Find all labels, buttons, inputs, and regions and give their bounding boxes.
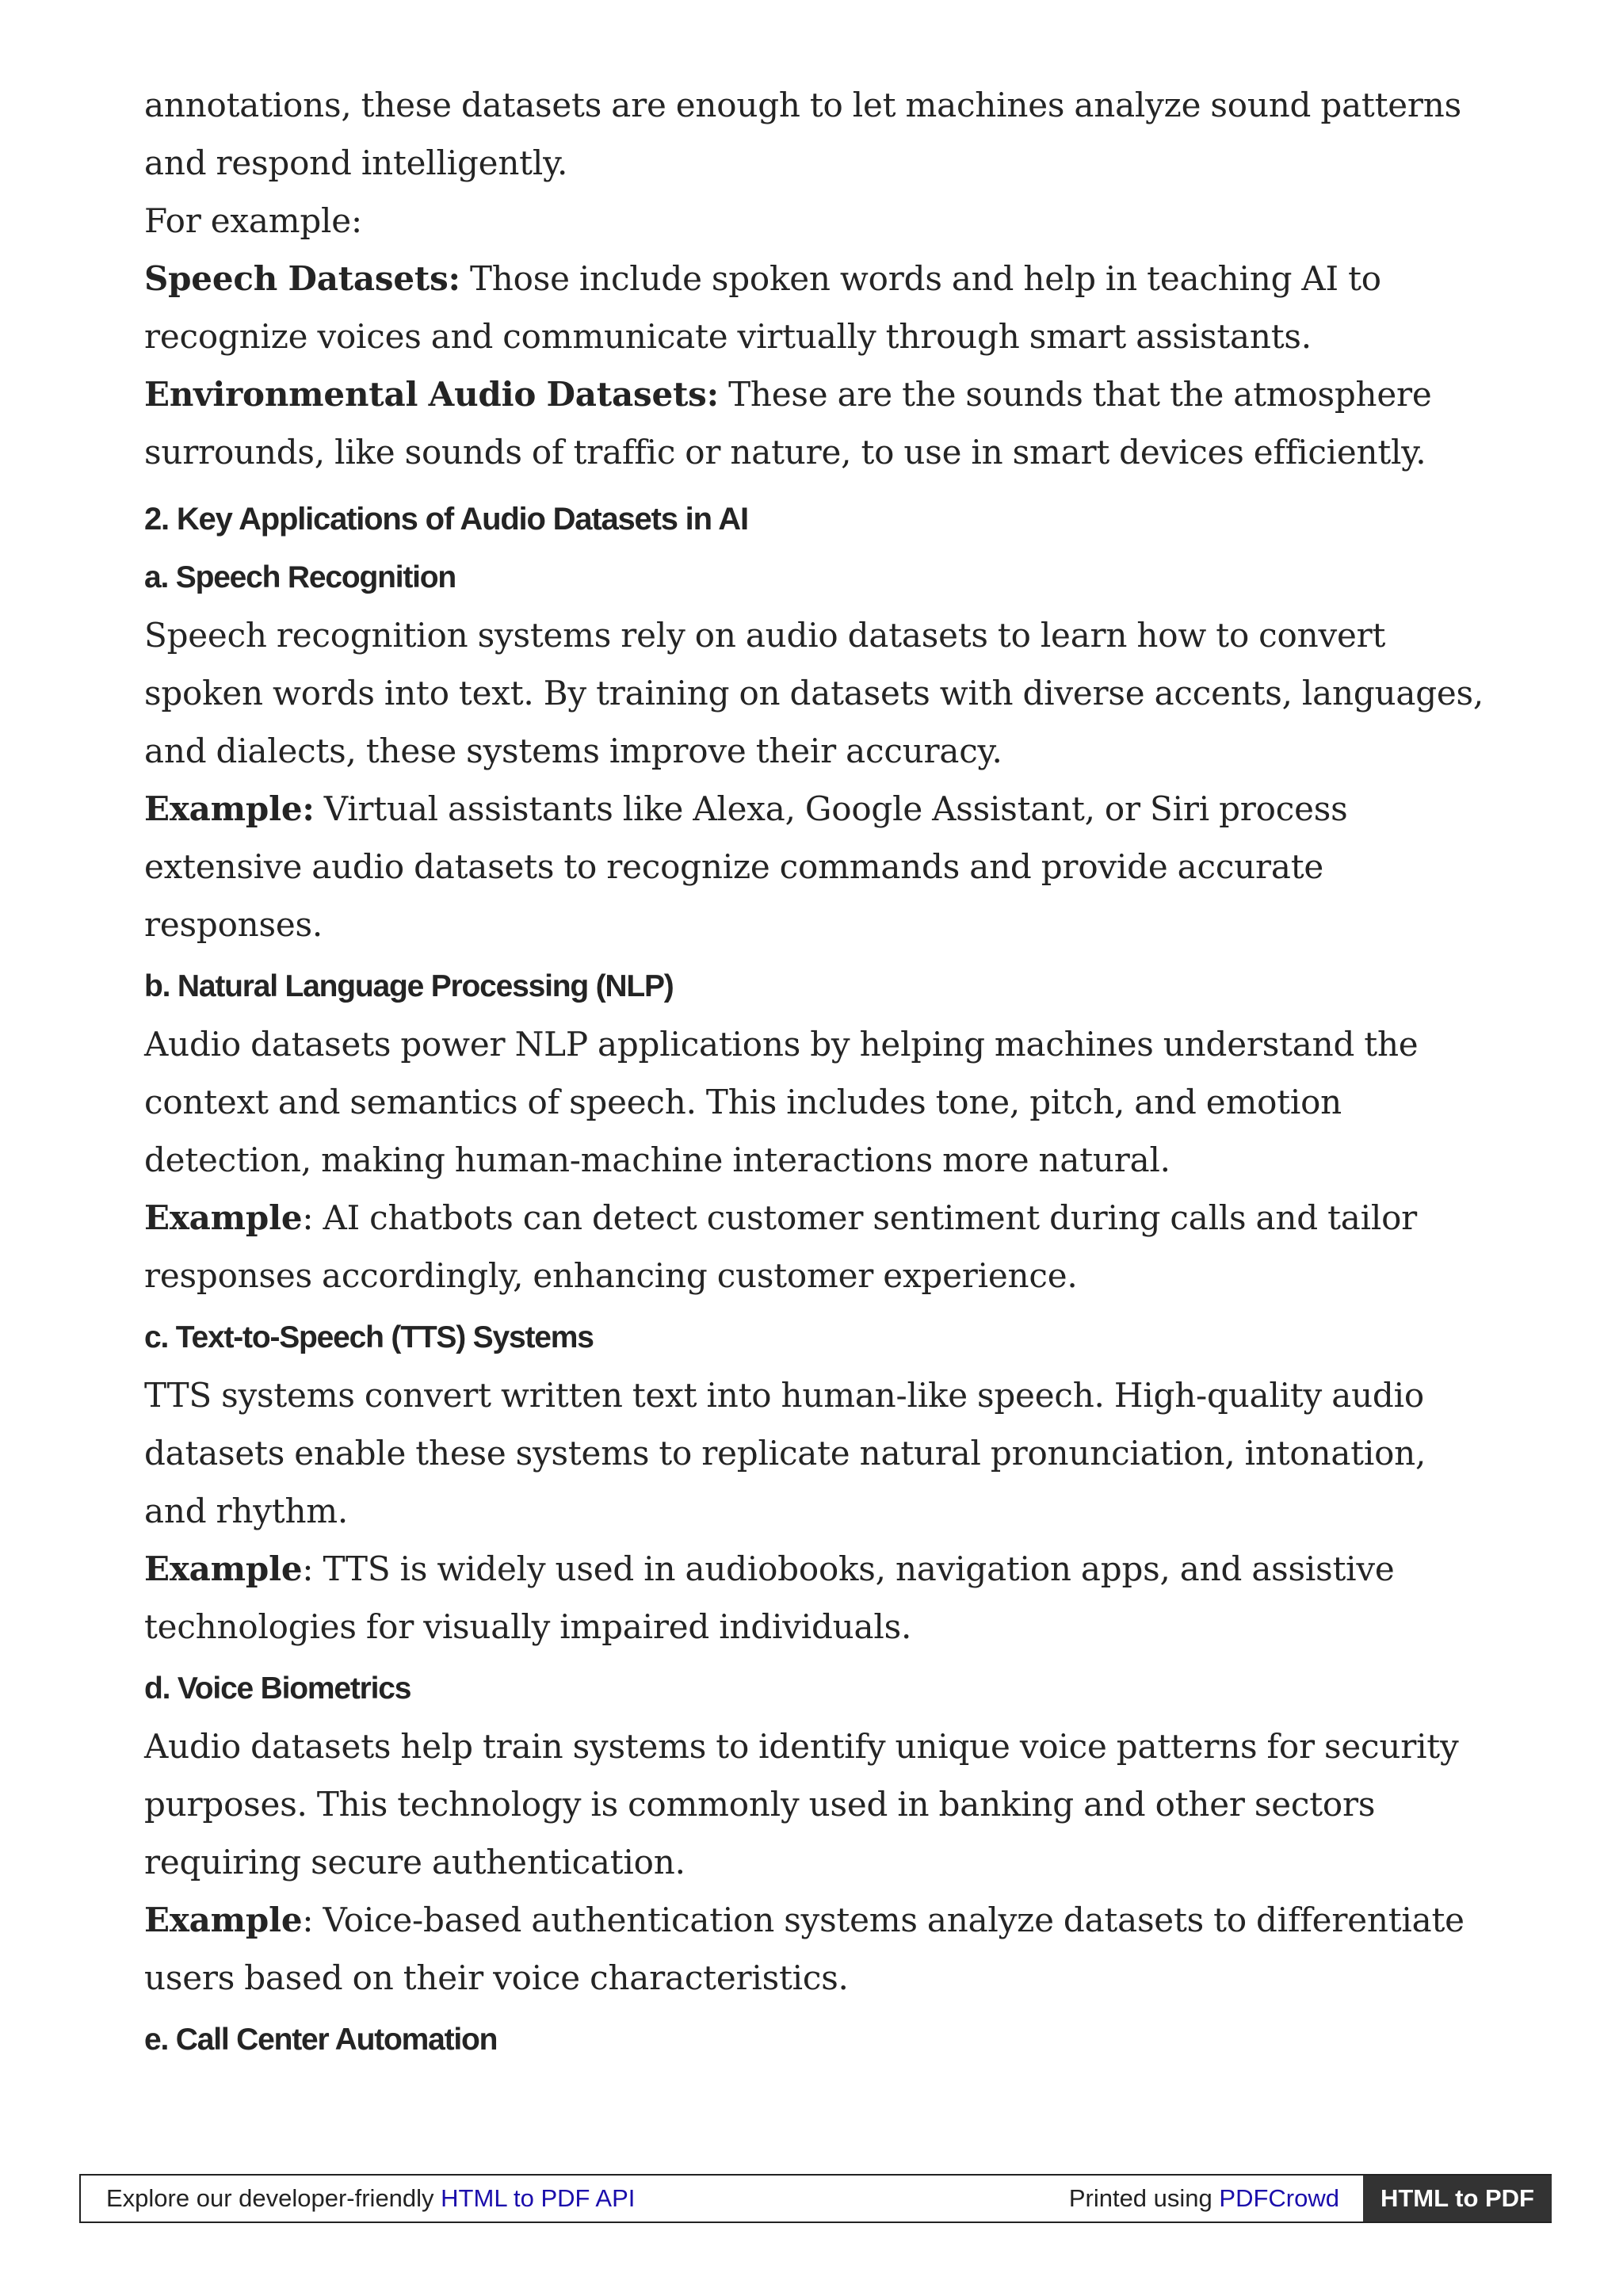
example-label: Example: bbox=[144, 789, 315, 828]
tts-paragraph bbox=[144, 1366, 1491, 1656]
environmental-datasets-text: These are the sounds that the atmosphere surrounds, like sounds of traffic or nature, to use in smart devices efficiently. bbox=[144, 375, 1432, 472]
subheading-speech-recognition: a. Speech Recognition bbox=[144, 560, 456, 594]
article-content bbox=[144, 76, 1491, 2069]
footer-explore bbox=[81, 2184, 1069, 2213]
voice-biometrics-body: Audio datasets help train systems to identify unique voice patterns for security purposes. This technology is commonly used in banking and other sectors requiring secure authentication. bbox=[144, 1727, 1459, 1881]
voice-biometrics-paragraph bbox=[144, 1717, 1491, 2007]
section-heading-key-applications: 2. Key Applications of Audio Datasets in AI bbox=[144, 502, 748, 537]
subheading-voice-biometrics: d. Voice Biometrics bbox=[144, 1671, 411, 1706]
tts-example: : TTS is widely used in audiobooks, navigation apps, and assistive technologies for visually impaired individuals. bbox=[144, 1549, 1395, 1646]
nlp-example: : AI chatbots can detect customer sentiment during calls and tailor responses accordingly, enhancing customer experience. bbox=[144, 1198, 1418, 1295]
voice-biometrics-example: : Voice-based authentication systems analyze datasets to differentiate users based on their voice characteristics. bbox=[144, 1901, 1465, 1997]
subheading-tts: c. Text-to-Speech (TTS) Systems bbox=[144, 1320, 594, 1354]
environmental-datasets-label: Environmental Audio Datasets: bbox=[144, 375, 719, 414]
subheading-nlp: b. Natural Language Processing (NLP) bbox=[144, 969, 674, 1003]
speech-recognition-body: Speech recognition systems rely on audio datasets to learn how to convert spoken words into text. By training on datasets with diverse accents, languages, and dialects, these systems improve their accuracy. bbox=[144, 616, 1484, 770]
tts-body: TTS systems convert written text into human-like speech. High-quality audio datasets enable these systems to replicate natural pronunciation, intonation, and rhythm. bbox=[144, 1376, 1426, 1530]
speech-recognition-paragraph bbox=[144, 606, 1491, 953]
intro-paragraph bbox=[144, 76, 1491, 481]
example-label: Example bbox=[144, 1901, 303, 1939]
footer-explore-text: Explore our developer-friendly bbox=[106, 2184, 441, 2212]
footer-printed-text: Printed using bbox=[1068, 2184, 1220, 2212]
intro-text: annotations, these datasets are enough to let machines analyze sound patterns and respond intelligently. bbox=[144, 86, 1462, 182]
html-to-pdf-brand-button[interactable]: HTML to PDF bbox=[1363, 2176, 1552, 2222]
footer-printed bbox=[1069, 2184, 1363, 2213]
for-example-text: For example: bbox=[144, 201, 362, 240]
pdf-footer-bar bbox=[79, 2174, 1552, 2223]
speech-recognition-example: Virtual assistants like Alexa, Google Assistant, or Siri process extensive audio datasets to recognize commands and provide accurate responses. bbox=[144, 789, 1348, 944]
example-label: Example bbox=[144, 1549, 303, 1588]
pdfcrowd-link[interactable]: PDFCrowd bbox=[1219, 2184, 1339, 2212]
nlp-paragraph bbox=[144, 1015, 1491, 1305]
nlp-body: Audio datasets power NLP applications by helping machines understand the context and semantics of speech. This includes tone, pitch, and emotion detection, making human-machine interactions more natural. bbox=[144, 1025, 1419, 1179]
example-label: Example bbox=[144, 1198, 303, 1237]
speech-datasets-label: Speech Datasets: bbox=[144, 259, 460, 298]
subheading-call-center: e. Call Center Automation bbox=[144, 2023, 498, 2057]
html-to-pdf-api-link[interactable]: HTML to PDF API bbox=[441, 2184, 636, 2212]
speech-datasets-text: Those include spoken words and help in teaching AI to recognize voices and communicate virtually through smart assistants. bbox=[144, 259, 1381, 356]
